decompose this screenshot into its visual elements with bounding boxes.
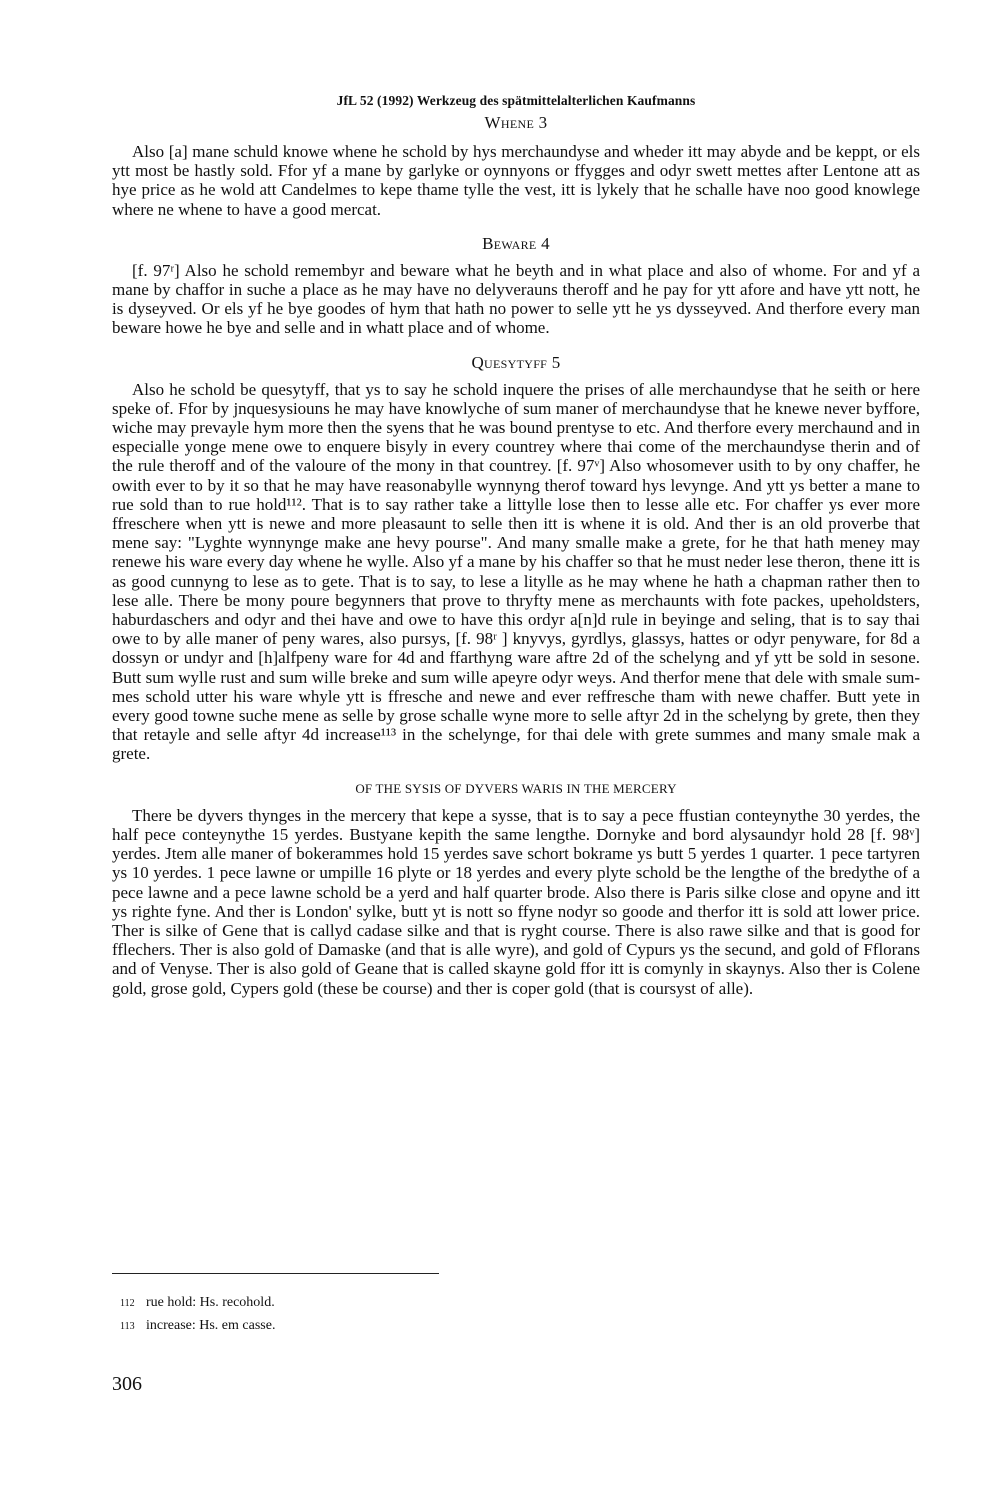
footnote-number: 112 (120, 1298, 135, 1309)
section-heading-whene: Whene 3 (484, 113, 548, 132)
footnote-number: 113 (120, 1321, 135, 1332)
section-heading-mercery: OF THE SYSIS OF DYVERS WARIS IN THE MERCERY (355, 780, 677, 796)
paragraph-whene: Also [a] mane schuld knowe whene he schold by hys merchaundyse and wheder itt may abyde and be keppt, or els ytt most be hastly sold. Ffor yf a mane by garlyke or oynnyons or ffygges and odyr swett mettes after Lentone att as hye price as he wold att Candelmes to kepe thame tylle the vest, itt is lykely that he schalle have noo good knowlege where ne whene to have a good mercat. (112, 142, 920, 219)
page-number: 306 (112, 1373, 142, 1395)
footnote-113 (112, 1315, 920, 1338)
footnotes (112, 1273, 920, 1338)
section-heading-quesytyff: Quesytyff 5 (471, 352, 561, 372)
footnote-text: rue hold: Hs. recohold. (146, 1295, 275, 1310)
paragraph-quesytyff: Also he schold be quesytyff, that ys to say he schold inquere the prises of alle merchaundyse that he seith or here speke of. Ffor by jnquesysiouns he may have knowlyche of sum maner of merchaundyse that he knewe never byffore, wiche may prevayle hym more then the syens that he was bound prentyse to etc. And therfore every merchaund and in especialle yonge mene owe to enquere bisyly in every countrey where thai come of the merchaundyse therin and of the rule theroff and of the valoure of the mony in that countrey. [f. 97ᵛ] Also whosomever usith to by ony chaffer, he owith ever to by it so that he may have reasonabylle wynnyng therof toward hys levynge. And ytt ys better a mane to rue sold than to rue hold¹¹². That is to say rather take a littylle lose then to lesse alle etc. For chaffer ys ever more ffreschere when ytt is newe and more pleasaunt to selle then itt is whene it is old. And ther is an old proverbe that mene say: "Lyghte wynnynge make ane hevy pourse". And many smalle make a grete, for he that hath meney may renewe his ware every day whene he wylle. Also yf a mane by his chaffer so that he must neder lese theron, thene itt is as good cunnyng to lese as to gete. That is to say, to lese a lityllе as he may whene he hath a chapman rather then to lese alle. There be mony poure begynners that prove to thryfty mene as merchaunts with fote packes, upeholdsters, haburdaschers and odyr and thei have and owe to have this ordyr a[n]d rule in beyinge and seling, that is to say thai owe to by alle maner of peny wares, also pursys, [f. 98ʳ ] knyvys, gyrdlys, glassys, hattes or odyr penyware, for 8d a dossyn or undyr and [h]alfpeny ware for 4d and ffarthyng ware aftre 2d of the schelyng and yf ytt be sold in sesone. Butt sum wylle rust and sum wille breke and sum wille apeyre odyr weys. And therfor mene that dele with smale summes schold utter his ware whyle ytt is ffresche and newe and ever reffresche tham with newe chaffer. Butt yete in every good towne suche mene as selle by grose schalle wyne more to selle aftyr 2d in the schelyng by grete, then they that retayle and selle aftyr 4d increase¹¹³ in the schelynge, for thai dele with grete summes and many smale mak a grete. (112, 379, 920, 764)
section-heading-beware: Beware 4 (482, 233, 550, 253)
footnote-text: increase: Hs. em casse. (146, 1318, 276, 1333)
page (112, 92, 920, 1412)
paragraph-mercery: There be dyvers thynges in the mercery that kepe a sysse, that is to say a pece ffustian conteynythe 30 yerdes, the half pece conteynythe 15 yerdes. Bustyane kepith the same lengthe. Dornyke and bord alysaundyr hold 28 [f. 98ᵛ] yerdes. Jtem alle maner of bokerammes hold 15 yerdes save schort bokrame ys butt 5 yerdes 1 quarter. 1 pece tartyren ys 10 yerdes. 1 pece lawne or umpille 16 plyte or 18 yerdes and every plyte schold be the lengthe of the bredythe of a pece lawne and a pece lawne schold be a yerd and half quarter brode. Also there is Paris silke close and opyne and itt ys righte fyne. And ther is London' sylke, butt yt is nott so ffyne nodyr so goode and therfor itt is sold att lower price. Ther is silke of Gene that is callyd cadase silke and that is ryght course. There is also rawe silke and that is good for fflechers. Ther is also gold of Damaske (and that is alle wyre), and gold of Cypurs ys the secund, and gold of Fflorans and of Venyse. Ther is also gold of Geane that is called skayne gold ffor itt is comynly in skaynys. Also ther is Colene gold, grose gold, Cypers gold (these be course) and ther is coper gold (that is coursyst of alle). (112, 805, 920, 998)
running-head: JfL 52 (1992) Werkzeug des spätmittelalterlichen Kaufmanns (336, 93, 696, 108)
footnote-112 (112, 1292, 920, 1315)
footnote-rule (112, 1273, 439, 1274)
paragraph-beware: [f. 97ʳ] Also he schold remembyr and beware what he beyth and in what place and also of whome. For and yf a mane by chaffor in suche a place as he may have no delyverauns theroff and he pay for ytt afore and have ytt nott, he is dyseyved. Or els yf he bye goodes of hym that hath no power to selle ytt he ys dysseyved. And therfore every man beware howe he bye and selle and in whatt place and of whome. (112, 260, 920, 338)
